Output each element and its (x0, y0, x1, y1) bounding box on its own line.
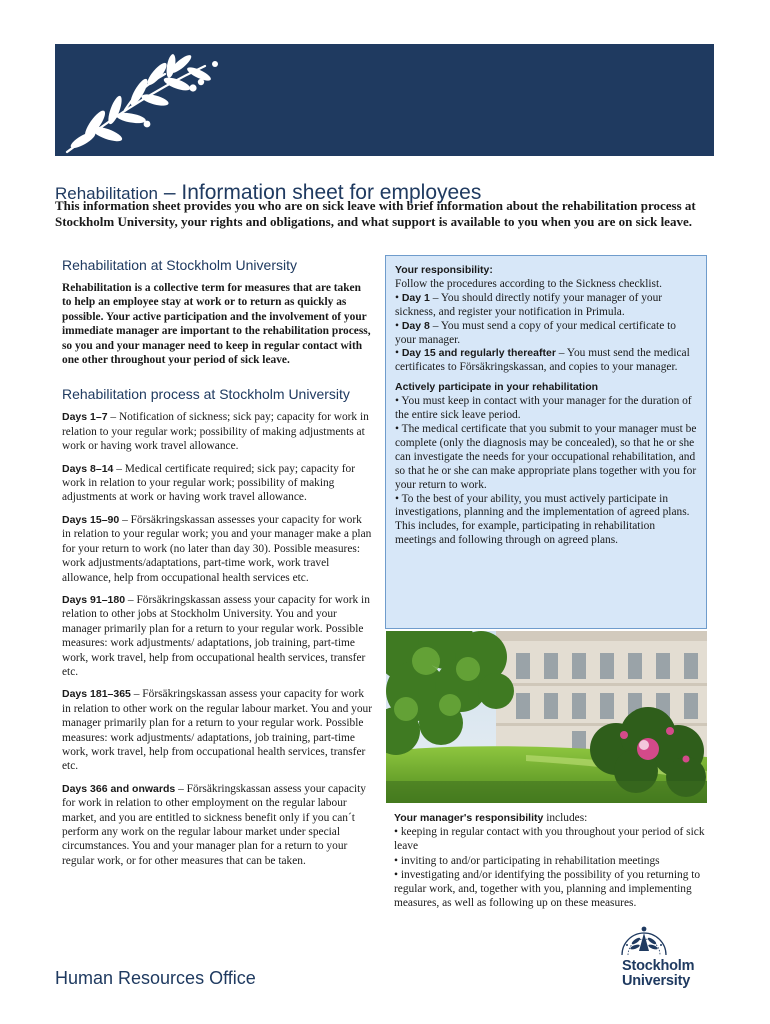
process-step (62, 593, 373, 679)
step-label: Days 366 and onwards (62, 782, 176, 795)
header-banner (55, 44, 714, 156)
olive-branch-icon (55, 44, 255, 156)
title-part2: Information sheet for employees (181, 181, 482, 204)
box-intro: Follow the procedures according to the Sickness checklist. (395, 277, 662, 290)
title-dash: – (158, 181, 182, 204)
step-text: – Medical certificate required; sick pay; capacity for work in relation to your regular work; possibility of making adjustments at work or having work travel allowance. (62, 462, 356, 504)
process-step (62, 462, 373, 505)
process-step (62, 782, 373, 868)
step-label: Days 8–14 (62, 462, 114, 475)
campus-photo (386, 631, 707, 803)
box-heading-responsibility: Your responsibility: (395, 264, 493, 276)
step-text: – Försäkringskassan assess your capacity for work in relation to other jobs at Stockholm University. You and your manager primarily plan for a return to your regular work. Possible measures: work adjustments/ adaptations, job training, part-time work, work travel, help from occupational health services, transfer etc. (62, 593, 370, 678)
step-label: Days 181–365 (62, 688, 131, 701)
box-item-label: Day 1 (401, 291, 430, 304)
section-heading-process: Rehabilitation process at Stockholm University (62, 386, 350, 403)
box-item-label: Day 8 (401, 319, 430, 332)
university-name (622, 959, 722, 989)
box-item: • To the best of your ability, you must actively participate in investigations, planning and the implementation of agreed plans. This includes, for example, participating in rehabilitation meetings and following through on agreed plans. (395, 492, 690, 547)
university-seal-icon (616, 915, 672, 959)
manager-heading: Your manager's responsibility includes: (394, 812, 588, 824)
step-text: – Notification of sickness; sick pay; capacity for work in relation to your regular work; possibility of making adjustments at work or having work travel allowance. (62, 411, 369, 453)
process-step (62, 687, 373, 773)
manager-item: • investigating and/or identifying the possibility of you returning to regular work, and, together with you, planning and implementing measures, as well as following up on these measures. (394, 868, 701, 910)
box-item: • Day 8 – You must send a copy of your medical certificate to your manager. (395, 319, 676, 346)
university-name-line1: Stockholm (622, 958, 695, 974)
box-item: • Day 1 – You should directly notify your manager of your sickness, and register your notification in Primula. (395, 291, 663, 318)
process-step (62, 513, 373, 585)
manager-item: • inviting to and/or participating in rehabilitation meetings (394, 854, 660, 867)
footer-department: Human Resources Office (55, 968, 256, 988)
box-item-label: Day 15 and regularly thereafter (401, 347, 556, 360)
manager-item: • keeping in regular contact with you throughout your period of sick leave (394, 826, 705, 853)
step-label: Days 15–90 (62, 513, 120, 526)
manager-responsibility (394, 811, 714, 910)
box-heading-participate: Actively participate in your rehabilitation (395, 381, 599, 394)
box-item: • Day 15 and regularly thereafter – You must send the medical certificates to Försäkringskassan, and copies to your manager. (395, 347, 690, 374)
process-step (62, 410, 373, 453)
step-text: – Försäkringskassan assess your capacity for work in relation to other work on the regular labour market. You and your manager primarily plan for a return to your regular work. Possible measures: work adjustments/ adaptations, job training, part-time work, work travel, help from occupational health services, transfer etc. (62, 688, 373, 773)
left-column (62, 256, 373, 876)
section-heading-rehabilitation: Rehabilitation at Stockholm University (62, 257, 297, 273)
step-label: Days 91–180 (62, 593, 126, 606)
responsibility-box (385, 255, 707, 629)
step-text: – Försäkringskassan assesses your capacity for work in relation to your regular work; you and your manager make a plan for your return to work (no later than day 30). Possible measures: work adjustments/adaptations, part-time work, work travel allowance, help from occupational health services etc. (62, 513, 372, 584)
university-name-line2: University (622, 973, 691, 989)
step-text: – Försäkringskassan assess your capacity for work in relation to other employment on the regular labour market, and you are entitled to sickness benefit only if you can´t perform any work on the regular labour market under special circumstances. You and your manager plan for a return to your regular work, or for other measures that can be taken. (62, 782, 366, 867)
rehabilitation-lead: Rehabilitation is a collective term for measures that are taken to help an employee stay at work or to return as quickly as possible. Your active participation and the involvement of your immediate manager are important to the rehabilitation process, so you and your manager need to keep in regular contact with one other throughout your period of sick leave. (62, 282, 371, 367)
university-logo (612, 915, 712, 995)
box-item: • You must keep in contact with your manager for the duration of the entire sick leave period. (395, 395, 692, 422)
step-label: Days 1–7 (62, 411, 108, 424)
intro-paragraph: This information sheet provides you who are on sick leave with brief information about the rehabilitation process at Stockholm University, your rights and obligations, and what support is available to you when you are on sick leave. (55, 198, 696, 229)
title-part1: Rehabilitation (55, 184, 159, 203)
box-item: • The medical certificate that you submit to your manager must be complete (only the diagnosis may be concealed), so that he or she can investigate the needs for your occupational rehabilitation, and so that he or she can make appropriate plans together with you for your return to work. (395, 422, 697, 491)
